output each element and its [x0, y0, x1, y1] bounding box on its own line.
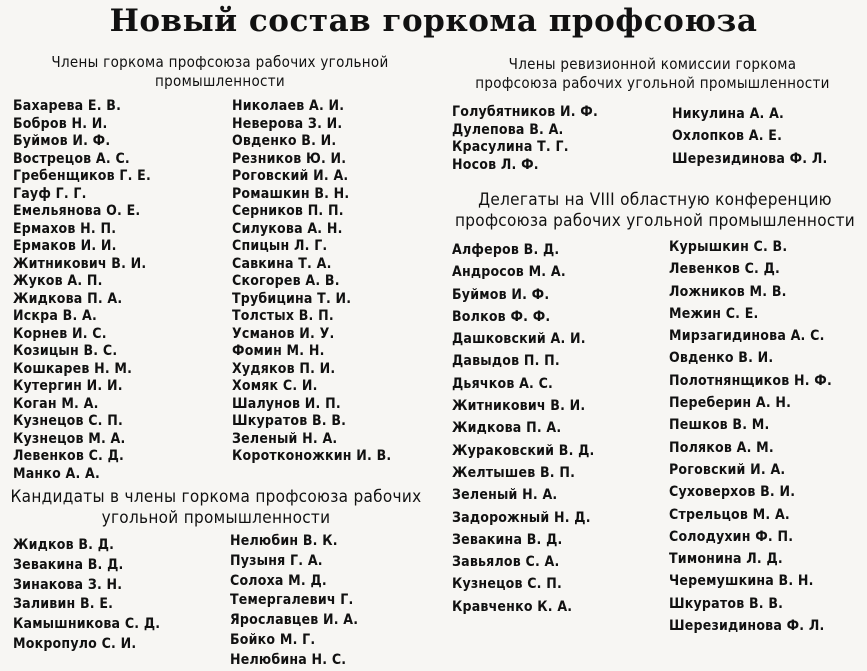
members-list-col1 [13, 98, 151, 483]
name-entry: Ложников М. В. [669, 283, 787, 300]
name-entry: Кузнецов С. П. [13, 413, 123, 429]
name-entry: Шерезидинова Ф. Л. [669, 618, 825, 635]
name-entry: Манко А. А. [13, 465, 100, 482]
name-entry: Дашковский А. И. [452, 331, 586, 348]
name-entry: Задорожный Н. Д. [452, 509, 591, 526]
name-entry: Левенков С. Д. [669, 261, 780, 278]
name-entry: Волков Ф. Ф. [452, 308, 551, 325]
name-entry: Левенков С. Д. [13, 448, 124, 464]
name-entry: Межин С. Е. [669, 305, 759, 322]
name-entry: Бахарева Е. В. [13, 98, 122, 114]
name-entry: Коган М. А. [13, 395, 99, 412]
name-entry: Шкуратов В. В. [669, 595, 784, 612]
name-entry: Шалунов И. П. [232, 395, 341, 412]
name-entry: Бобров Н. И. [13, 115, 108, 132]
name-entry: Пузыня Г. А. [230, 552, 323, 569]
name-entry: Ромашкин В. Н. [232, 185, 350, 202]
name-entry: Худяков П. И. [232, 360, 336, 377]
name-entry: Андросов М. А. [452, 264, 566, 281]
name-entry: Алферов В. Д. [452, 242, 560, 258]
delegates-heading-line2: профсоюза рабочих угольной промышленности [454, 211, 856, 231]
name-entry: Зеленый Н. А. [452, 487, 558, 504]
name-entry: Зевакина В. Д. [452, 531, 563, 548]
name-entry: Спицын Л. Г. [232, 238, 328, 254]
name-entry: Коротконожкин И. В. [232, 448, 392, 464]
name-entry: Серников П. П. [232, 203, 344, 219]
members-heading-line2: промышленности [155, 72, 285, 90]
name-entry: Мокропуло С. И. [13, 635, 137, 652]
name-entry: Носов Л. Ф. [452, 156, 539, 173]
name-entry: Давыдов П. П. [452, 353, 560, 370]
candidates-heading [6, 487, 426, 529]
name-entry: Желтышев В. П. [452, 464, 576, 481]
name-entry: Черемушкина В. Н. [669, 573, 814, 590]
name-entry: Савкина Т. А. [232, 255, 332, 272]
name-entry: Козицын В. С. [13, 343, 118, 359]
name-entry: Жуков А. П. [13, 273, 103, 289]
name-entry: Ермахов Н. П. [13, 220, 117, 237]
name-entry: Шкуратов В. В. [232, 413, 347, 429]
candidates-heading-line1: Кандидаты в члены горкома профсоюза рабочих [10, 487, 422, 507]
name-entry: Суховерхов В. И. [669, 484, 796, 501]
name-entry: Толстых В. П. [232, 308, 334, 324]
name-entry: Голубятников И. Ф. [452, 104, 598, 120]
name-entry: Солоха М. Д. [230, 572, 327, 589]
name-entry: Стрельцов М. А. [669, 506, 790, 523]
revision-heading-line2: профсоюза рабочих угольной промышленности [475, 74, 830, 92]
delegates-heading [445, 190, 865, 232]
candidates-list-col2 [230, 532, 358, 671]
name-entry: Роговский И. А. [232, 168, 349, 184]
candidates-list-col1 [13, 536, 160, 655]
name-entry: Дьячков А. С. [452, 375, 554, 392]
name-entry: Искра В. А. [13, 308, 97, 324]
page-title: Новый состав горкома профсоюза [109, 3, 758, 39]
name-entry: Дулепова В. А. [452, 121, 564, 138]
name-entry: Жидкова П. А. [452, 420, 562, 437]
candidates-heading-line2: угольной промышленности [101, 508, 331, 528]
revision-heading-line1: Члены ревизионной комиссии горкома [508, 55, 797, 73]
name-entry: Темергалевич Г. [230, 592, 354, 609]
name-entry: Шерезидинова Ф. Л. [672, 150, 828, 167]
name-entry: Николаев А. И. [232, 98, 345, 114]
name-entry: Житникович В. И. [13, 255, 147, 272]
name-entry: Жураковский В. Д. [452, 442, 595, 459]
name-entry: Кошкарев Н. М. [13, 360, 133, 377]
name-entry: Курышкин С. В. [669, 239, 788, 255]
delegates-list-col2 [669, 236, 832, 637]
name-entry: Поляков А. М. [669, 439, 774, 456]
name-entry: Усманов И. У. [232, 325, 335, 342]
name-entry: Овденко В. И. [232, 133, 337, 149]
delegates-list-col1 [452, 239, 595, 618]
name-entry: Резников Ю. И. [232, 150, 347, 167]
name-entry: Роговский И. А. [669, 461, 786, 478]
revision-list-col1 [452, 104, 598, 174]
name-entry: Фомин М. Н. [232, 343, 325, 359]
name-entry: Бойко М. Г. [230, 631, 316, 648]
members-heading [20, 53, 420, 91]
name-entry: Мирзагидинова А. С. [669, 328, 825, 345]
name-entry: Ермаков И. И. [13, 238, 117, 254]
name-entry: Житникович В. И. [452, 398, 586, 415]
name-entry: Зинакова З. Н. [13, 576, 123, 593]
delegates-heading-line1: Делегаты на VIII областную конференцию [478, 190, 832, 210]
revision-list-col2 [672, 103, 828, 170]
name-entry: Гребенщиков Г. Е. [13, 168, 151, 184]
name-entry: Скогорев А. В. [232, 273, 340, 289]
name-entry: Завьялов С. А. [452, 554, 560, 571]
name-entry: Силукова А. Н. [232, 220, 343, 237]
name-entry: Жидкова П. А. [13, 290, 123, 307]
name-entry: Кузнецов С. П. [452, 576, 562, 593]
name-entry: Охлопков А. Е. [672, 128, 783, 145]
name-entry: Трубицина Т. И. [232, 290, 352, 307]
name-entry: Вострецов А. С. [13, 150, 130, 167]
name-entry: Гауф Г. Г. [13, 185, 87, 202]
name-entry: Зевакина В. Д. [13, 556, 124, 573]
name-entry: Нелюбин В. К. [230, 533, 338, 549]
revision-heading [445, 55, 860, 93]
name-entry: Полотнянщиков Н. Ф. [669, 372, 832, 389]
name-entry: Тимонина Л. Д. [669, 551, 783, 568]
name-entry: Буймов И. Ф. [452, 286, 550, 303]
name-entry: Ярославцев И. А. [230, 612, 359, 629]
members-list-col2 [232, 98, 391, 466]
name-entry: Нелюбина Н. С. [230, 651, 347, 668]
name-entry: Хомяк С. И. [232, 378, 318, 394]
name-entry: Жидков В. Д. [13, 537, 115, 553]
name-entry: Солодухин Ф. П. [669, 528, 794, 545]
name-entry: Кравченко К. А. [452, 598, 573, 615]
name-entry: Неверова З. И. [232, 115, 343, 132]
name-entry: Переберин А. Н. [669, 395, 792, 412]
name-entry: Зеленый Н. А. [232, 430, 338, 447]
name-entry: Пешков В. М. [669, 417, 770, 434]
name-entry: Заливин В. Е. [13, 596, 114, 613]
name-entry: Буймов И. Ф. [13, 133, 111, 149]
name-entry: Кузнецов М. А. [13, 430, 126, 447]
name-entry: Кутергин И. И. [13, 378, 123, 394]
name-entry: Красулина Т. Г. [452, 139, 569, 155]
name-entry: Овденко В. И. [669, 350, 774, 367]
name-entry: Корнев И. С. [13, 325, 107, 342]
members-heading-line1: Члены горкома профсоюза рабочих угольной [51, 53, 389, 71]
name-entry: Камышникова С. Д. [13, 616, 161, 633]
name-entry: Емельянова О. Е. [13, 203, 141, 219]
name-entry: Никулина А. А. [672, 106, 785, 122]
